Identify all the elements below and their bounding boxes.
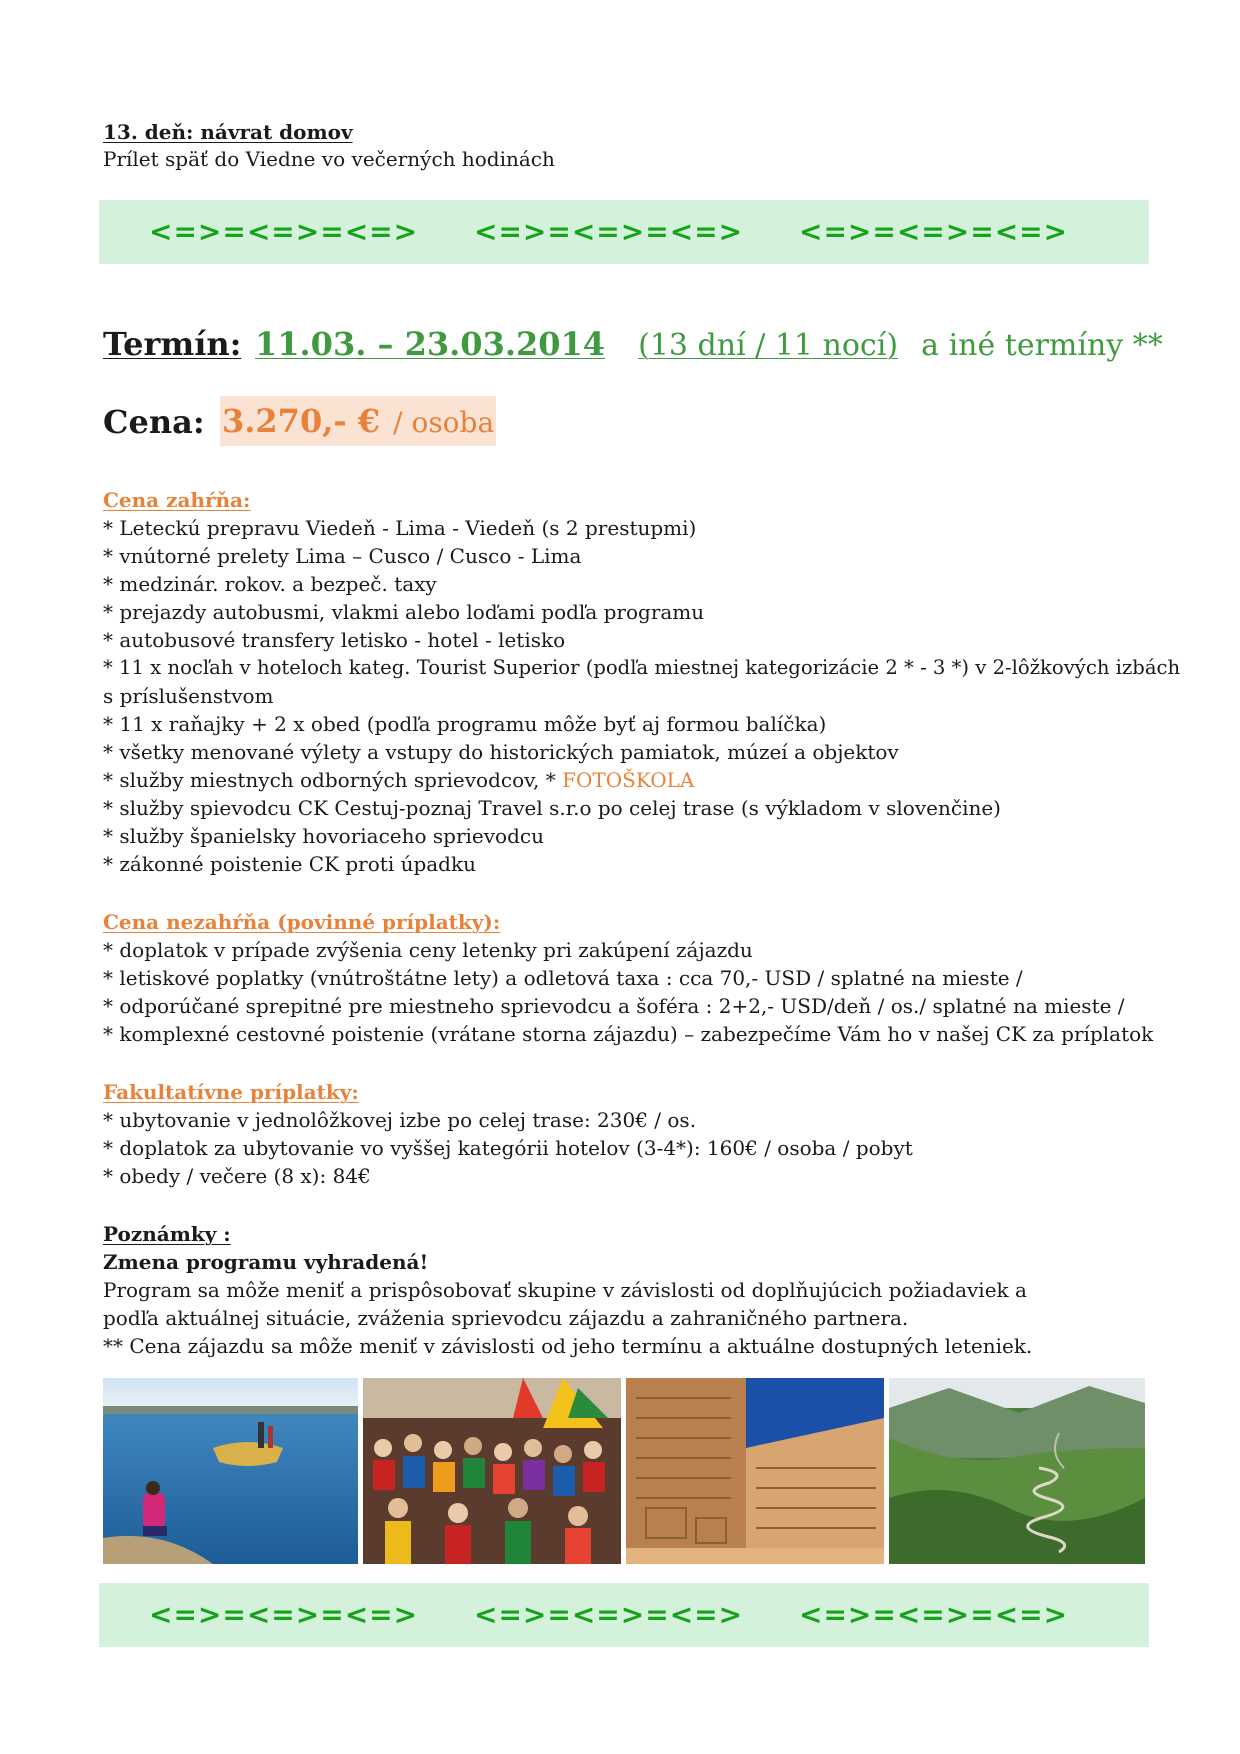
optional-heading: Fakultatívne príplatky: xyxy=(103,1080,359,1104)
term-other: a iné termíny ** xyxy=(921,328,1163,363)
notes-heading: Poznámky : xyxy=(103,1222,231,1246)
list-item: * letiskové poplatky (vnútroštátne lety) a odletová taxa : cca 70,- USD / splatné na mieste / xyxy=(103,966,1023,990)
day-13-text: Prílet späť do Viedne vo večerných hodinách xyxy=(103,147,555,171)
photo-festival-crowd xyxy=(363,1378,621,1564)
list-item: * doplatok za ubytovanie vo vyššej kategórii hotelov (3-4*): 160€ / osoba / pobyt xyxy=(103,1136,913,1160)
list-item: * 11 x nocľah v hoteloch kateg. Tourist Superior (podľa miestnej kategorizácie 2 * - 3 *) v 2-lôžkových izbách xyxy=(103,656,1181,679)
price-box xyxy=(220,396,496,446)
list-item: * služby španielsky hovoriaceho sprievodcu xyxy=(103,824,544,848)
price-amount: 3.270,- € xyxy=(222,402,381,440)
list-item: * všetky menované výlety a vstupy do historických pamiatok, múzeí a objektov xyxy=(103,740,899,764)
term-label: Termín: xyxy=(103,325,242,363)
photo-lake-titicaca-reed-boat xyxy=(103,1378,358,1564)
term-duration: (13 dní / 11 nocí) xyxy=(638,328,899,363)
term-row xyxy=(103,325,1163,369)
photo-adobe-ruins-chan-chan xyxy=(626,1378,884,1564)
fotoskola-label: FOTOŠKOLA xyxy=(562,768,695,792)
list-item: * ubytovanie v jednolôžkovej izbe po celej trase: 230€ / os. xyxy=(103,1108,697,1132)
band-segment: <=>=<=>=<=> xyxy=(149,215,419,248)
list-item: * 11 x raňajky + 2 x obed (podľa programu môže byť aj formou balíčka) xyxy=(103,712,827,736)
day-13-heading: 13. deň: návrat domov xyxy=(103,120,353,144)
list-item: * medzinár. rokov. a bezpeč. taxy xyxy=(103,572,437,596)
list-item: * komplexné cestovné poistenie (vrátane storna zájazdu) – zabezpečíme Vám ho v našej CK za príplatok xyxy=(103,1022,1154,1046)
list-item xyxy=(103,768,694,792)
band-segment: <=>=<=>=<=> xyxy=(149,1598,419,1631)
notes-line: Program sa môže meniť a prispôsobovať skupine v závislosti od doplňujúcich požiadaviek a xyxy=(103,1278,1027,1302)
list-item: * zákonné poistenie CK proti úpadku xyxy=(103,852,476,876)
band-segment: <=>=<=>=<=> xyxy=(474,215,744,248)
list-item: * služby spievodcu CK Cestuj-poznaj Travel s.r.o po celej trase (s výkladom v slovenčine) xyxy=(103,796,1001,820)
list-item: * doplatok v prípade zvýšenia ceny letenky pri zakúpení zájazdu xyxy=(103,938,753,962)
price-label: Cena: xyxy=(103,403,205,441)
term-dates: 11.03. – 23.03.2014 xyxy=(255,325,606,363)
list-item-text: * služby miestnych odborných sprievodcov, * xyxy=(103,768,556,792)
notes-line: ** Cena zájazdu sa môže meniť v závislosti od jeho termínu a aktuálne dostupných leteniek. xyxy=(103,1334,1033,1358)
band-segment: <=>=<=>=<=> xyxy=(799,215,1069,248)
decorative-band-bottom xyxy=(99,1583,1149,1647)
list-item: * vnútorné prelety Lima – Cusco / Cusco - Lima xyxy=(103,544,582,568)
list-item: * odporúčané sprepitné pre miestneho sprievodcu a šoféra : 2+2,- USD/deň / os./ splatné na mieste / xyxy=(103,994,1125,1018)
list-item: * prejazdy autobusmi, vlakmi alebo loďami podľa programu xyxy=(103,600,705,624)
price-unit: / osoba xyxy=(393,406,495,439)
list-item: * obedy / večere (8 x): 84€ xyxy=(103,1164,371,1188)
included-heading: Cena zahŕňa: xyxy=(103,488,251,512)
photo-mountain-valley-serpentine-road xyxy=(889,1378,1145,1564)
list-item: * autobusové transfery letisko - hotel - letisko xyxy=(103,628,566,652)
notes-subheading: Zmena programu vyhradená! xyxy=(103,1250,429,1274)
decorative-band-top xyxy=(99,200,1149,264)
excluded-heading: Cena nezahŕňa (povinné príplatky): xyxy=(103,910,501,934)
notes-line: podľa aktuálnej situácie, zváženia sprievodcu zájazdu a zahraničného partnera. xyxy=(103,1306,909,1330)
list-item: s príslušenstvom xyxy=(103,684,274,708)
list-item: * Leteckú prepravu Viedeň - Lima - Viedeň (s 2 prestupmi) xyxy=(103,516,697,540)
band-segment: <=>=<=>=<=> xyxy=(799,1598,1069,1631)
band-segment: <=>=<=>=<=> xyxy=(474,1598,744,1631)
